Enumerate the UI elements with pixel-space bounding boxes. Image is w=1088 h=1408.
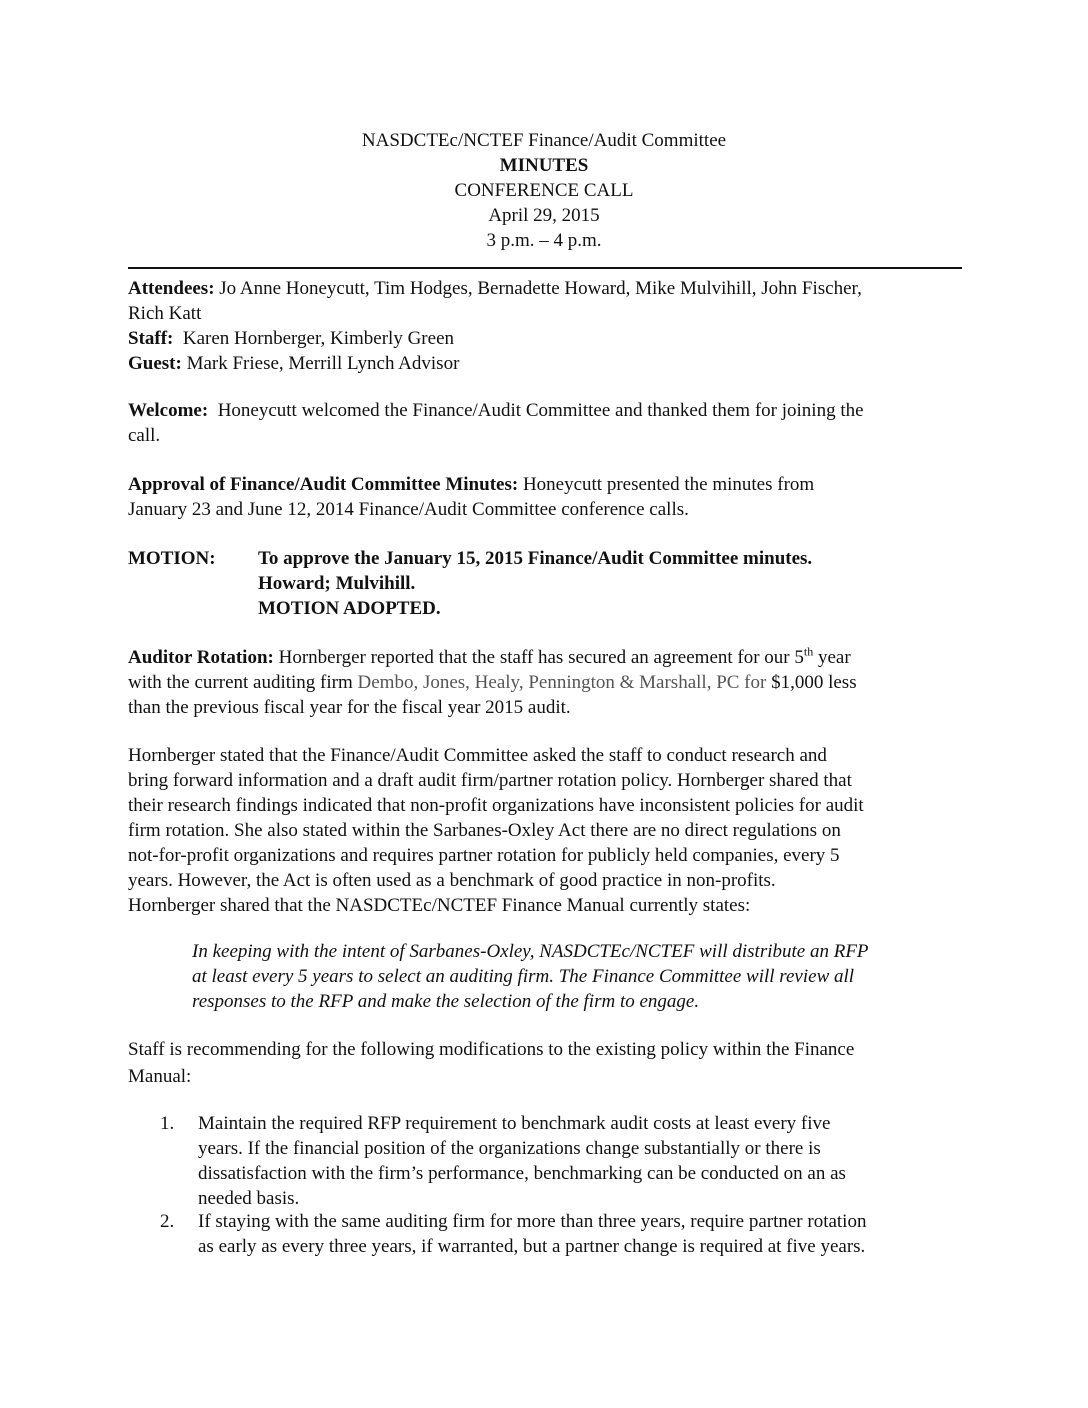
audit-firm-name: Dembo, Jones, Healy, Pennington & Marshall, PC for (357, 672, 767, 693)
meeting-date: April 29, 2015 (488, 205, 600, 226)
approval-text-continued: January 23 and June 12, 2014 Finance/Audit Committee conference calls. (128, 499, 689, 520)
guest-label: Guest: (128, 353, 182, 374)
call-type: CONFERENCE CALL (454, 180, 634, 201)
staff-names: Karen Hornberger, Kimberly Green (182, 328, 455, 349)
guest-names: Mark Friese, Merrill Lynch Advisor (186, 353, 460, 374)
welcome-label: Welcome: (128, 400, 209, 421)
list-item-text: Maintain the required RFP requirement to benchmark audit costs at least every five years. If the financial position of the organizations change substantially or there is dissatisfaction with the firm’s performance, benchmarking can be conducted on an as needed basis. (198, 1113, 846, 1209)
motion-result: MOTION ADOPTED. (258, 598, 441, 619)
motion-label: MOTION: (128, 548, 216, 569)
motion-movers: Howard; Mulvihill. (258, 573, 416, 594)
recommendation-paragraph: Staff is recommending for the following modifications to the existing policy within the Finance Manual: (128, 1039, 855, 1087)
attendees-names-continued: Rich Katt (128, 303, 202, 324)
welcome-text: Honeycutt welcomed the Finance/Audit Committee and thanked them for joining the (217, 400, 864, 421)
staff-label: Staff: (128, 328, 174, 349)
welcome-section (128, 398, 960, 448)
research-paragraph: Hornberger stated that the Finance/Audit Committee asked the staff to conduct research and bring forward information and a draft audit firm/partner rotation policy. Hornberger shared that their research findings indicated that non-profit organizations have inconsistent policies for audit firm rotation. She also stated within the Sarbanes-Oxley Act there are no direct regulations on not-for-profit organizations and requires partner rotation for publicly held companies, every 5 years. However, the Act is often used as a benchmark of good practice in non-profits. Hornberger shared that the NASDCTEc/NCTEF Finance Manual currently states: (128, 745, 864, 916)
finance-manual-quote: In keeping with the intent of Sarbanes-Oxley, NASDCTEc/NCTEF will distribute an RFP at least every 5 years to select an auditing firm. The Finance Committee will review all responses to the RFP and make the selection of the firm to engage. (192, 941, 869, 1012)
approval-section (128, 472, 960, 522)
list-item-number: 1. (160, 1113, 175, 1134)
list-item-text: If staying with the same auditing firm for more than three years, require partner rotation as early as every three years, if warranted, but a partner change is required at five years. (198, 1211, 867, 1257)
motion-body (258, 546, 812, 621)
auditor-rotation-section: Auditor Rotation: Hornberger reported that the staff has secured an agreement for our 5th year with the current auditing firm Dembo, Jones, Healy, Pennington & Marshall, PC for $1,000 less than the previous fiscal year for the fiscal year 2015 audit. (128, 644, 857, 718)
participants-section (128, 276, 960, 376)
guest-line (128, 351, 960, 376)
attendees-label: Attendees: (128, 278, 215, 299)
list-item-number: 2. (160, 1211, 175, 1232)
auditor-rotation-label: Auditor Rotation: (128, 647, 274, 668)
meeting-time: 3 p.m. – 4 p.m. (486, 230, 602, 251)
staff-line (128, 326, 960, 351)
attendees-names: Jo Anne Honeycutt, Tim Hodges, Bernadette Howard, Mike Mulvihill, John Fischer, (219, 278, 862, 299)
header-divider (128, 267, 962, 269)
motion-text: To approve the January 15, 2015 Finance/Audit Committee minutes. (258, 548, 813, 569)
minutes-heading: MINUTES (499, 155, 589, 176)
approval-label: Approval of Finance/Audit Committee Minutes: (128, 474, 519, 495)
committee-title: NASDCTEc/NCTEF Finance/Audit Committee (361, 130, 727, 151)
welcome-text-continued: call. (128, 425, 161, 446)
attendees-line (128, 276, 960, 301)
approval-text: Honeycutt presented the minutes from (522, 474, 815, 495)
